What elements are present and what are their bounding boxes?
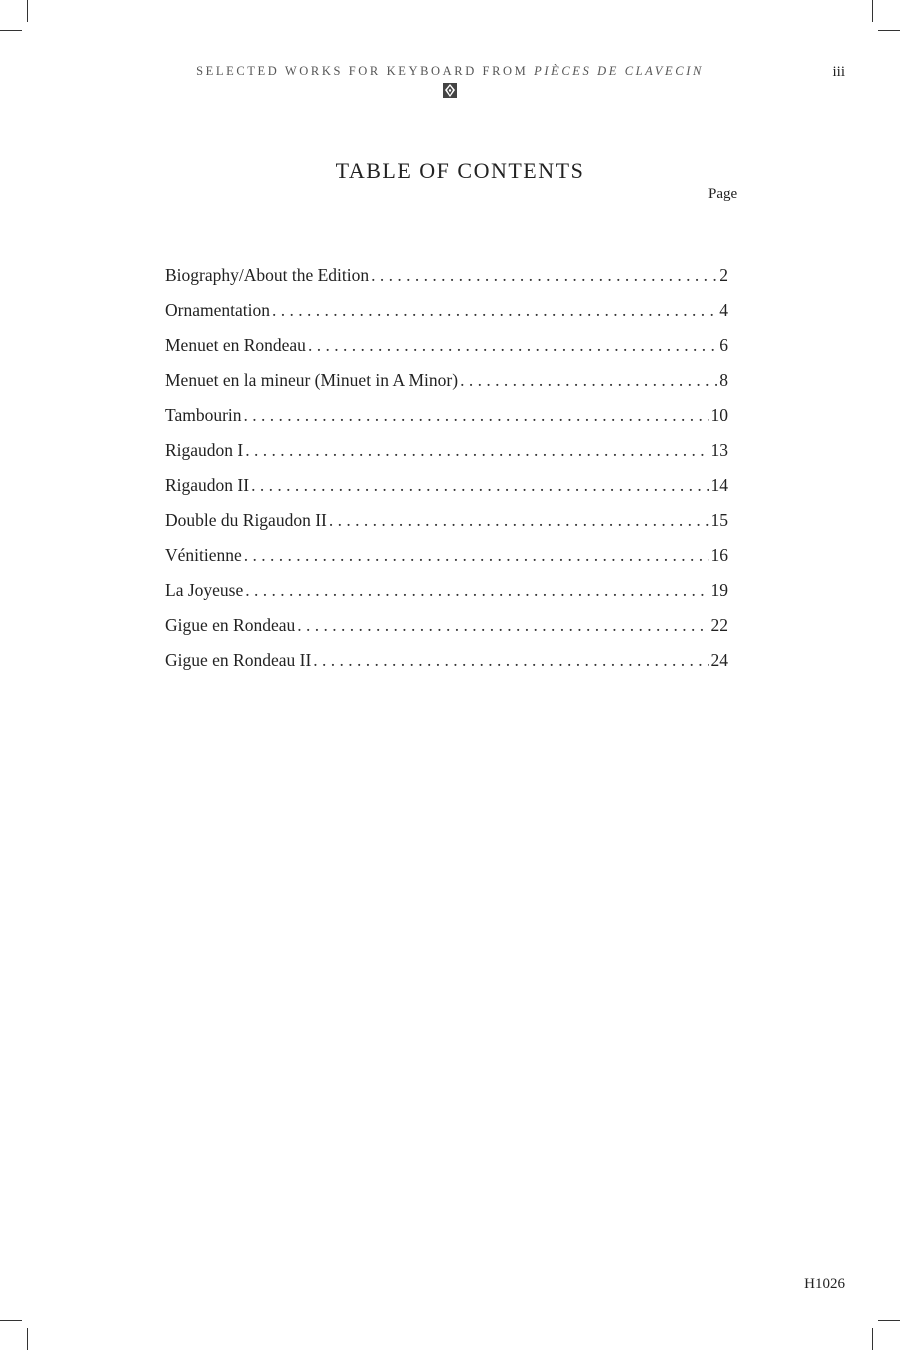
toc-entry-page: 13: [710, 440, 728, 460]
toc-entry-page: 14: [710, 475, 728, 495]
toc-entry-page: 4: [719, 300, 728, 320]
toc-entry-title: Rigaudon II: [165, 475, 250, 495]
running-head-italic: PIÈCES DE CLAVECIN: [534, 64, 704, 78]
toc-entry[interactable]: [165, 300, 728, 335]
toc-entry[interactable]: [165, 405, 728, 440]
dot-leader: [245, 440, 708, 461]
crop-mark: [27, 1328, 28, 1350]
toc-entry-page: 6: [719, 335, 728, 355]
toc-entry-page: 15: [710, 510, 728, 530]
dot-leader: [251, 475, 708, 496]
crop-mark: [0, 1320, 22, 1321]
dot-leader: [329, 510, 709, 531]
toc-entry-title: Gigue en Rondeau: [165, 615, 296, 635]
toc-entry[interactable]: [165, 440, 728, 475]
toc-entry-title: Menuet en Rondeau: [165, 335, 306, 355]
dot-leader: [313, 650, 708, 671]
dot-leader: [244, 405, 709, 426]
page-column-label: Page: [708, 186, 738, 202]
crop-mark: [878, 30, 900, 31]
toc-entry-page: 16: [710, 545, 728, 565]
toc-entry-title: Biography/About the Edition: [165, 265, 370, 285]
toc-entry[interactable]: [165, 370, 728, 405]
toc-entry[interactable]: [165, 580, 728, 615]
page-title: TABLE OF CONTENTS: [335, 158, 585, 183]
toc-entry-title: Rigaudon I: [165, 440, 244, 460]
toc-entry[interactable]: [165, 265, 728, 300]
crop-mark: [878, 1320, 900, 1321]
crop-mark: [872, 0, 873, 22]
toc-entry-title: Gigue en Rondeau II: [165, 650, 312, 670]
toc-entry[interactable]: [165, 615, 728, 650]
crop-mark: [0, 30, 22, 31]
toc-entry[interactable]: [165, 335, 728, 370]
toc-list: [165, 265, 728, 685]
toc-entry-page: 2: [719, 265, 728, 285]
toc-entry-page: 19: [710, 580, 728, 600]
dot-leader: [245, 580, 708, 601]
toc-entry-page: 10: [710, 405, 728, 425]
crop-mark: [872, 1328, 873, 1350]
toc-entry-title: Ornamentation: [165, 300, 270, 320]
toc-entry[interactable]: [165, 545, 728, 580]
toc-entry-title: Menuet en la mineur (Minuet in A Minor): [165, 370, 459, 390]
catalog-number: H1026: [804, 1276, 845, 1292]
toc-entry-title: Double du Rigaudon II: [165, 510, 327, 530]
crop-mark: [27, 0, 28, 22]
toc-entry-title: Tambourin: [165, 405, 242, 425]
fleuron-ornament-icon: [443, 83, 457, 98]
toc-entry-page: 22: [710, 615, 728, 635]
toc-entry[interactable]: [165, 650, 728, 685]
running-head-prefix: SELECTED WORKS FOR KEYBOARD FROM: [196, 64, 529, 78]
toc-entry-page: 8: [719, 370, 728, 390]
toc-entry-title: Vénitienne: [165, 545, 242, 565]
page-folio: iii: [832, 64, 845, 80]
toc-entry-title: La Joyeuse: [165, 580, 244, 600]
dot-leader: [308, 335, 717, 356]
dot-leader: [272, 300, 717, 321]
running-head: [150, 64, 750, 79]
dot-leader: [244, 545, 709, 566]
dot-leader: [297, 615, 708, 636]
toc-entry[interactable]: [165, 510, 728, 545]
dot-leader: [371, 265, 717, 286]
dot-leader: [460, 370, 717, 391]
toc-entry[interactable]: [165, 475, 728, 510]
toc-entry-page: 24: [710, 650, 728, 670]
